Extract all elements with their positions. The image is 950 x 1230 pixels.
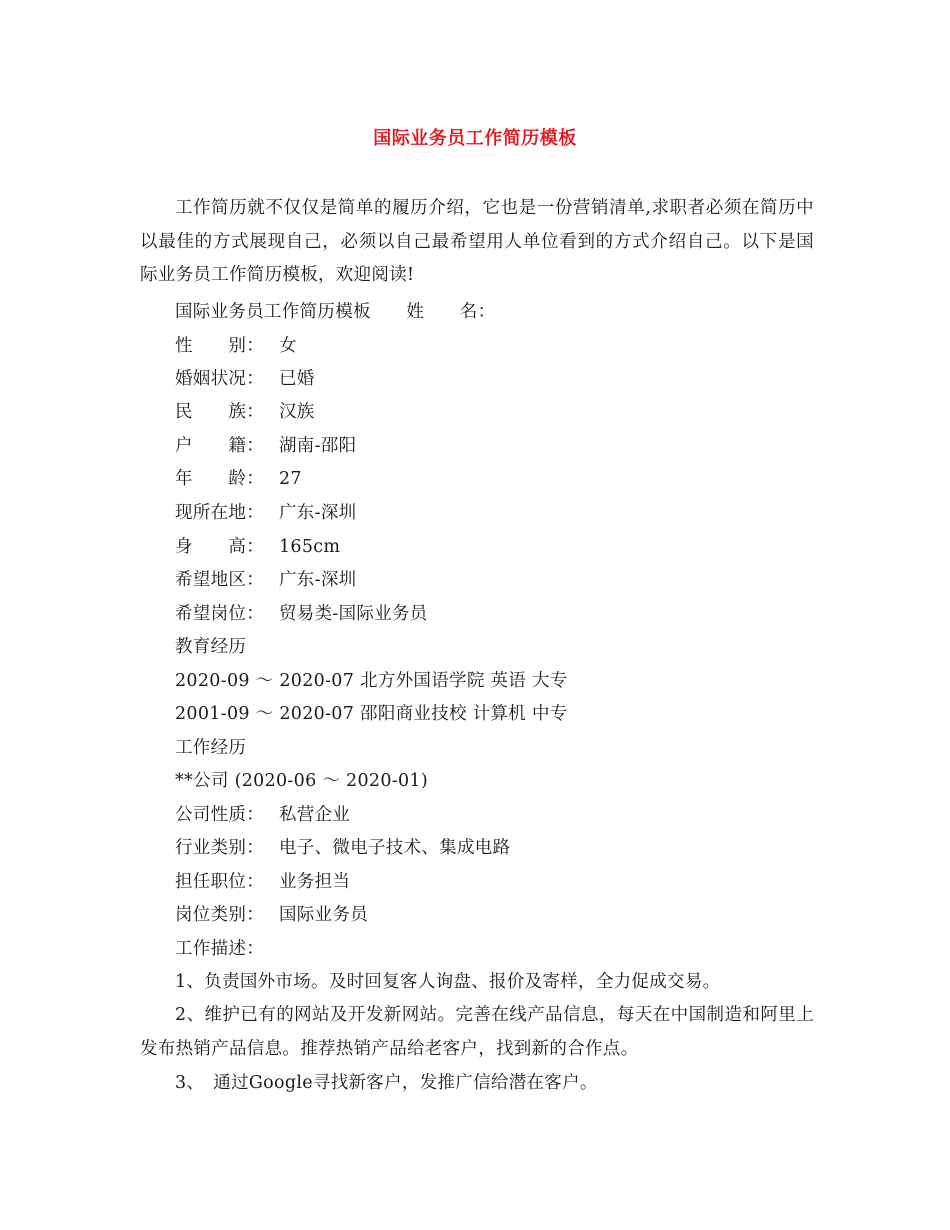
work-row-job-category (175, 903, 368, 927)
personal-row-hukou (175, 434, 356, 458)
field-value: 女 (279, 336, 297, 356)
education-heading: 教育经历 (175, 637, 247, 657)
duty-item: 3、 通过Google寻找新客户，发推广信给潜在客户。 (175, 1073, 598, 1093)
field-label: 希望岗位： (175, 604, 264, 624)
personal-row-gender (175, 334, 297, 358)
field-value: 广东-深圳 (279, 503, 357, 523)
field-value: 165cm (279, 537, 341, 557)
field-label: 身 高： (175, 537, 264, 557)
work-row-position (175, 870, 350, 894)
field-value: 私营企业 (279, 805, 351, 825)
template-name-line: 国际业务员工作简历模板 姓 名： (175, 302, 496, 322)
duty-item: 1、负责国外市场。及时回复客人询盘、报价及寄样，全力促成交易。 (175, 972, 721, 992)
document-title: 国际业务员工作简历模板 (373, 128, 577, 149)
field-value: 业务担当 (279, 872, 351, 892)
personal-row-marital (175, 367, 315, 391)
personal-row-height (175, 535, 340, 559)
duty-item: 2、维护已有的网站及开发新网站。完善在线产品信息，每天在中国制造和阿里上发布热销产品信息。推荐热销产品给老客户，找到新的合作点。 (140, 1005, 814, 1059)
field-label: 希望地区： (175, 570, 264, 590)
personal-row-desired-region (175, 568, 356, 592)
education-entry: 2001-09 ～ 2020-07 邵阳商业技校 计算机 中专 (175, 704, 568, 724)
field-label: 民 族： (175, 402, 264, 422)
company-line: **公司 (2020-06 ～ 2020-01) (175, 771, 428, 791)
personal-row-location (175, 501, 356, 525)
field-value: 电子、微电子技术、集成电路 (279, 838, 511, 858)
personal-row-desired-position (175, 602, 428, 626)
field-value: 国际业务员 (279, 905, 368, 925)
field-value: 已婚 (279, 369, 315, 389)
work-row-company-type (175, 803, 350, 827)
field-value: 27 (279, 469, 302, 489)
intro-paragraph: 工作简历就不仅仅是简单的履历介绍，它也是一份营销清单,求职者必须在简历中以最佳的方式展现自己，必须以自己最希望用人单位看到的方式介绍自己。以下是国际业务员工作简历模板，欢迎阅读! (140, 198, 814, 285)
field-label: 岗位类别： (175, 905, 264, 925)
field-label: 公司性质： (175, 805, 264, 825)
field-value: 汉族 (279, 402, 315, 422)
field-value: 湖南-邵阳 (279, 436, 357, 456)
work-row-industry (175, 836, 510, 860)
work-heading: 工作经历 (175, 738, 247, 758)
description-heading: 工作描述： (175, 939, 264, 959)
field-label: 年 龄： (175, 469, 264, 489)
personal-row-ethnicity (175, 400, 315, 424)
field-label: 行业类别： (175, 838, 264, 858)
field-label: 现所在地： (175, 503, 264, 523)
field-value: 贸易类-国际业务员 (279, 604, 428, 624)
field-label: 户 籍： (175, 436, 264, 456)
personal-row-age (175, 467, 302, 491)
field-label: 性 别： (175, 336, 264, 356)
field-label: 担任职位： (175, 872, 264, 892)
education-entry: 2020-09 ～ 2020-07 北方外国语学院 英语 大专 (175, 671, 568, 691)
field-label: 婚姻状况： (175, 369, 264, 389)
field-value: 广东-深圳 (279, 570, 357, 590)
